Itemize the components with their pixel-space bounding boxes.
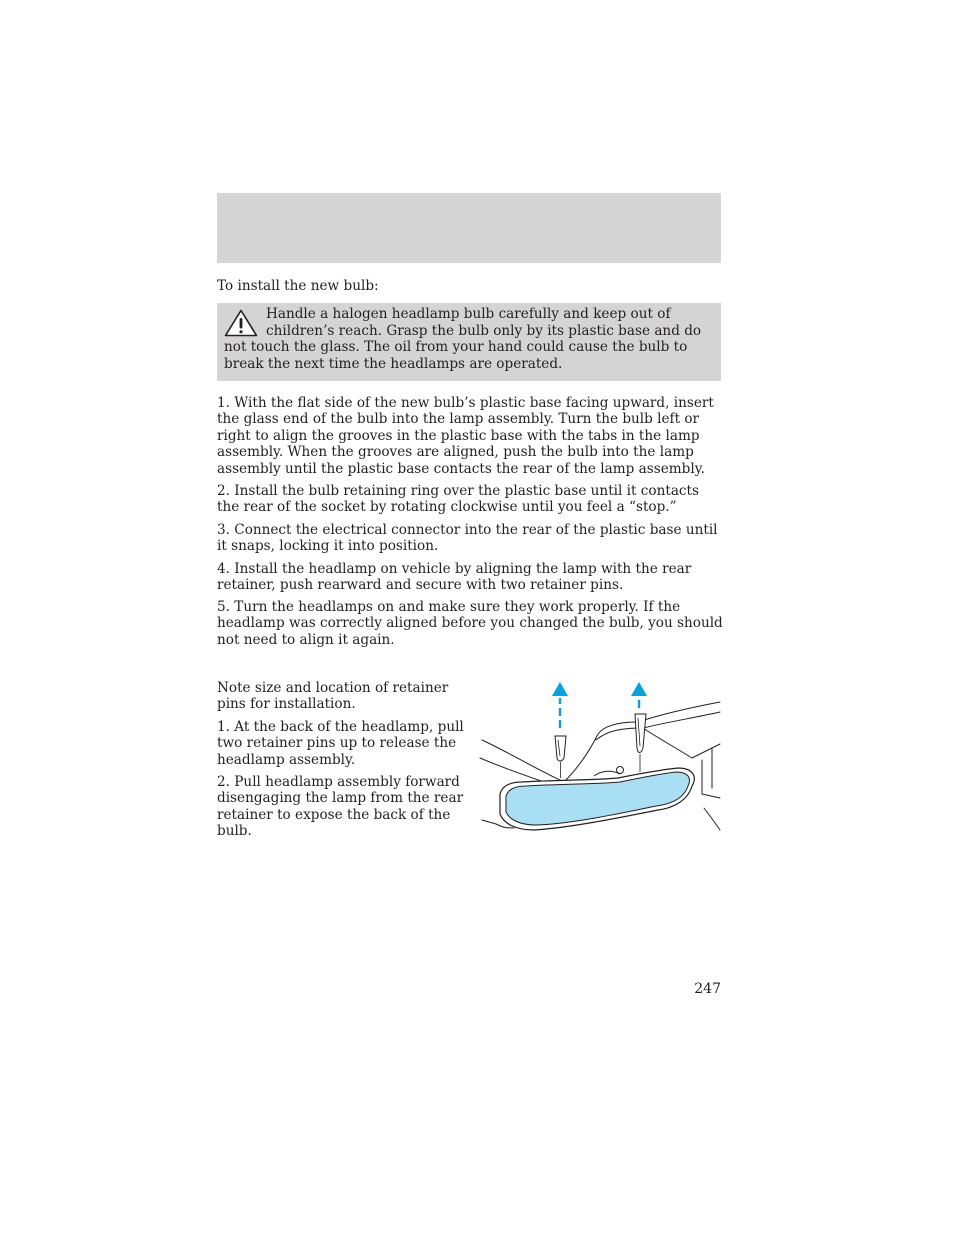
headlamp-housing	[500, 768, 694, 830]
warning-text-block	[224, 306, 711, 372]
intro-text: To install the new bulb:	[217, 278, 379, 294]
install-step-5: 5. Turn the headlamps on and make sure they work properly. If the headlamp was correctly aligned before you changed the bulb, you should not need to align it again.	[217, 599, 723, 648]
headlamp-retainer-pins-illustration	[478, 678, 722, 840]
retainer-pin-right	[635, 714, 646, 772]
pull-up-arrow-left	[552, 682, 568, 728]
removal-step-2: 2. Pull headlamp assembly forward disengaging the lamp from the rear retainer to expose the back of the bulb.	[217, 774, 464, 840]
pull-up-arrow-right	[631, 682, 647, 708]
section-header-band	[217, 193, 721, 263]
retainer-pin-note: Note size and location of retainer pins for installation.	[217, 680, 449, 713]
retainer-pin-left	[555, 736, 566, 778]
install-step-4: 4. Install the headlamp on vehicle by aligning the lamp with the rear retainer, push rearward and secure with two retainer pins.	[217, 561, 692, 594]
install-step-1: 1. With the flat side of the new bulb’s plastic base facing upward, insert the glass end of the bulb into the lamp assembly. Turn the bulb left or right to align the grooves in the plastic base with the tabs in the lamp assembly. When the grooves are aligned, push the bulb into the lamp assembly until the plastic base contacts the rear of the lamp assembly.	[217, 395, 714, 477]
install-step-3: 3. Connect the electrical connector into the rear of the plastic base until it snaps, locking it into position.	[217, 522, 718, 555]
warning-box	[217, 303, 721, 381]
page-number: 247	[694, 981, 721, 997]
warning-text: Handle a halogen headlamp bulb carefully and keep out of children’s reach. Grasp the bulb only by its plastic base and do not touch the glass. The oil from your hand could cause the bulb to break the next time the headlamps are operated.	[224, 306, 702, 372]
removal-step-1: 1. At the back of the headlamp, pull two retainer pins up to release the headlamp assembly.	[217, 719, 464, 768]
install-step-2: 2. Install the bulb retaining ring over the plastic base until it contacts the rear of the socket by rotating clockwise until you feel a “stop.”	[217, 483, 699, 516]
